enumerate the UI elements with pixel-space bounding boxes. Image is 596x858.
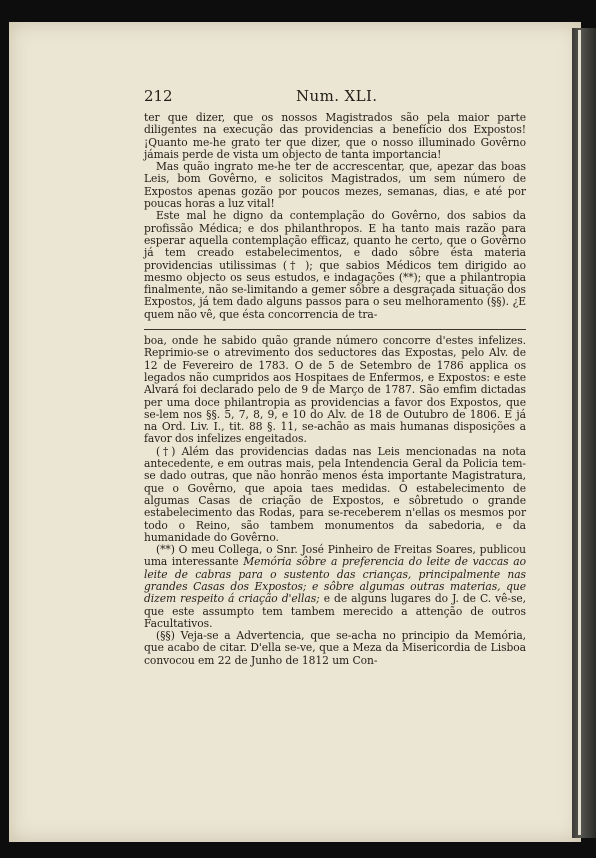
footnote-section: (§§) Veja-se a Advertencia, que se-acha no principio da Memória, que acabo de citar. D'ella se-ve, que a Meza da Misericordia de Lisboa convocou em 22 de Junho de 1812 um Con- — [144, 629, 526, 667]
memoir-title: Memória sôbre a preferencia do leite de vaccas ao leite de cabras para o sustento das crianças, principalmente nas grandes Casas dos Expostos; e sôbre algumas outras materias, que dizem respeito á criação d'ellas; — [144, 555, 526, 606]
facing-page-edge — [578, 30, 581, 835]
paragraph: ter que dizer, que os nossos Magistrados são pela maior parte diligentes na execução das providencias a benefício dos Expostos! ¡Quanto me-he grato ter que dizer, que o nosso illuminado Govêrno jámais perde de vista um objecto de tanta importancia! — [144, 111, 526, 161]
footnote-double-asterisk — [144, 544, 526, 630]
footnote-continuation: boa, onde he sabido quão grande número concorre d'estes infelizes. Reprimio-se o atrevimento dos seductores das Expostas, pelo Alv. de 12 de Fevereiro de 1783. O de 5 de Setembro de 1786 applica os legados não cumpridos aos Hospitaes de Enfermos, e Expostos: e este Alvará foi declarado pelo de 9 de Março de 1787. São emfim dictadas per uma doce philantropia as providencias a favor dos Expostos, que se-lem nos §§. 5, 7, 8, 9, e 10 do Alv. de 18 de Outubro de 1806. E já na Ord. Liv. I., tit. 88 §. 11, se-achão as mais humanas disposições a favor dos infelizes engeitados. — [144, 334, 526, 446]
page-number: 212 — [144, 87, 173, 105]
footnote-dagger: (†) Além das providencias dadas nas Leis mencionadas na nota antecedente, e em outras mais, pela Intendencia Geral da Policia tem-se dado outras, que não honrão menos ésta importante Magistratura, que o Govêrno, que apoia taes medidas. O estabelecimento de algumas Casas de criação de Expostos, e sôbretudo o grande estabelecimento das Rodas, para se-receberem n'ellas os mesmos por todo o Reino, são tambem monumentos da sabedoria, e da humanidade do Govêrno. — [144, 444, 526, 544]
footnote-text: (**) O meu Collega, o Snr. José Pinheiro de Freitas Soares, publicou uma interessante — [144, 543, 526, 569]
footnote-separator — [144, 329, 526, 330]
footnotes — [144, 335, 526, 667]
main-text — [144, 112, 526, 321]
paragraph: Este mal he digno da contemplação do Govêrno, dos sabios da profissão Médica; e dos philanthropos. E ha tanto mais razão para esperar aquella contemplação efficaz, quanto he certo, que o Govêrno já tem creado estabelecimentos, e dado sôbre ésta materia providencias utilissimas († ); que sabios Médicos tem dirigido ao mesmo objecto os seus estudos, e indagações (**); que a philantropia finalmente, não se-limitando a gemer sôbre a desgraçada situação dos Expostos, já tem dado alguns passos para o seu melhoramento (§§). ¿E quem não vê, que ésta concorrencia de tra- — [144, 209, 526, 321]
footnote-text: e de alguns lugares do J. de C. vê-se, que este assumpto tem tambem merecido a attenção de outros Facultativos. — [144, 592, 526, 630]
book-spine — [572, 28, 596, 838]
paragraph: Mas quão ingrato me-he ter de accrescentar, que, apezar das boas Leis, bom Govêrno, e solicitos Magistrados, um sem número de Expostos apenas gozão por poucos mezes, semanas, dias, e até por poucas horas a luz vital! — [144, 160, 526, 211]
text-block — [144, 87, 526, 667]
running-head: Num. XLI. — [296, 87, 378, 105]
page-header — [144, 87, 526, 110]
